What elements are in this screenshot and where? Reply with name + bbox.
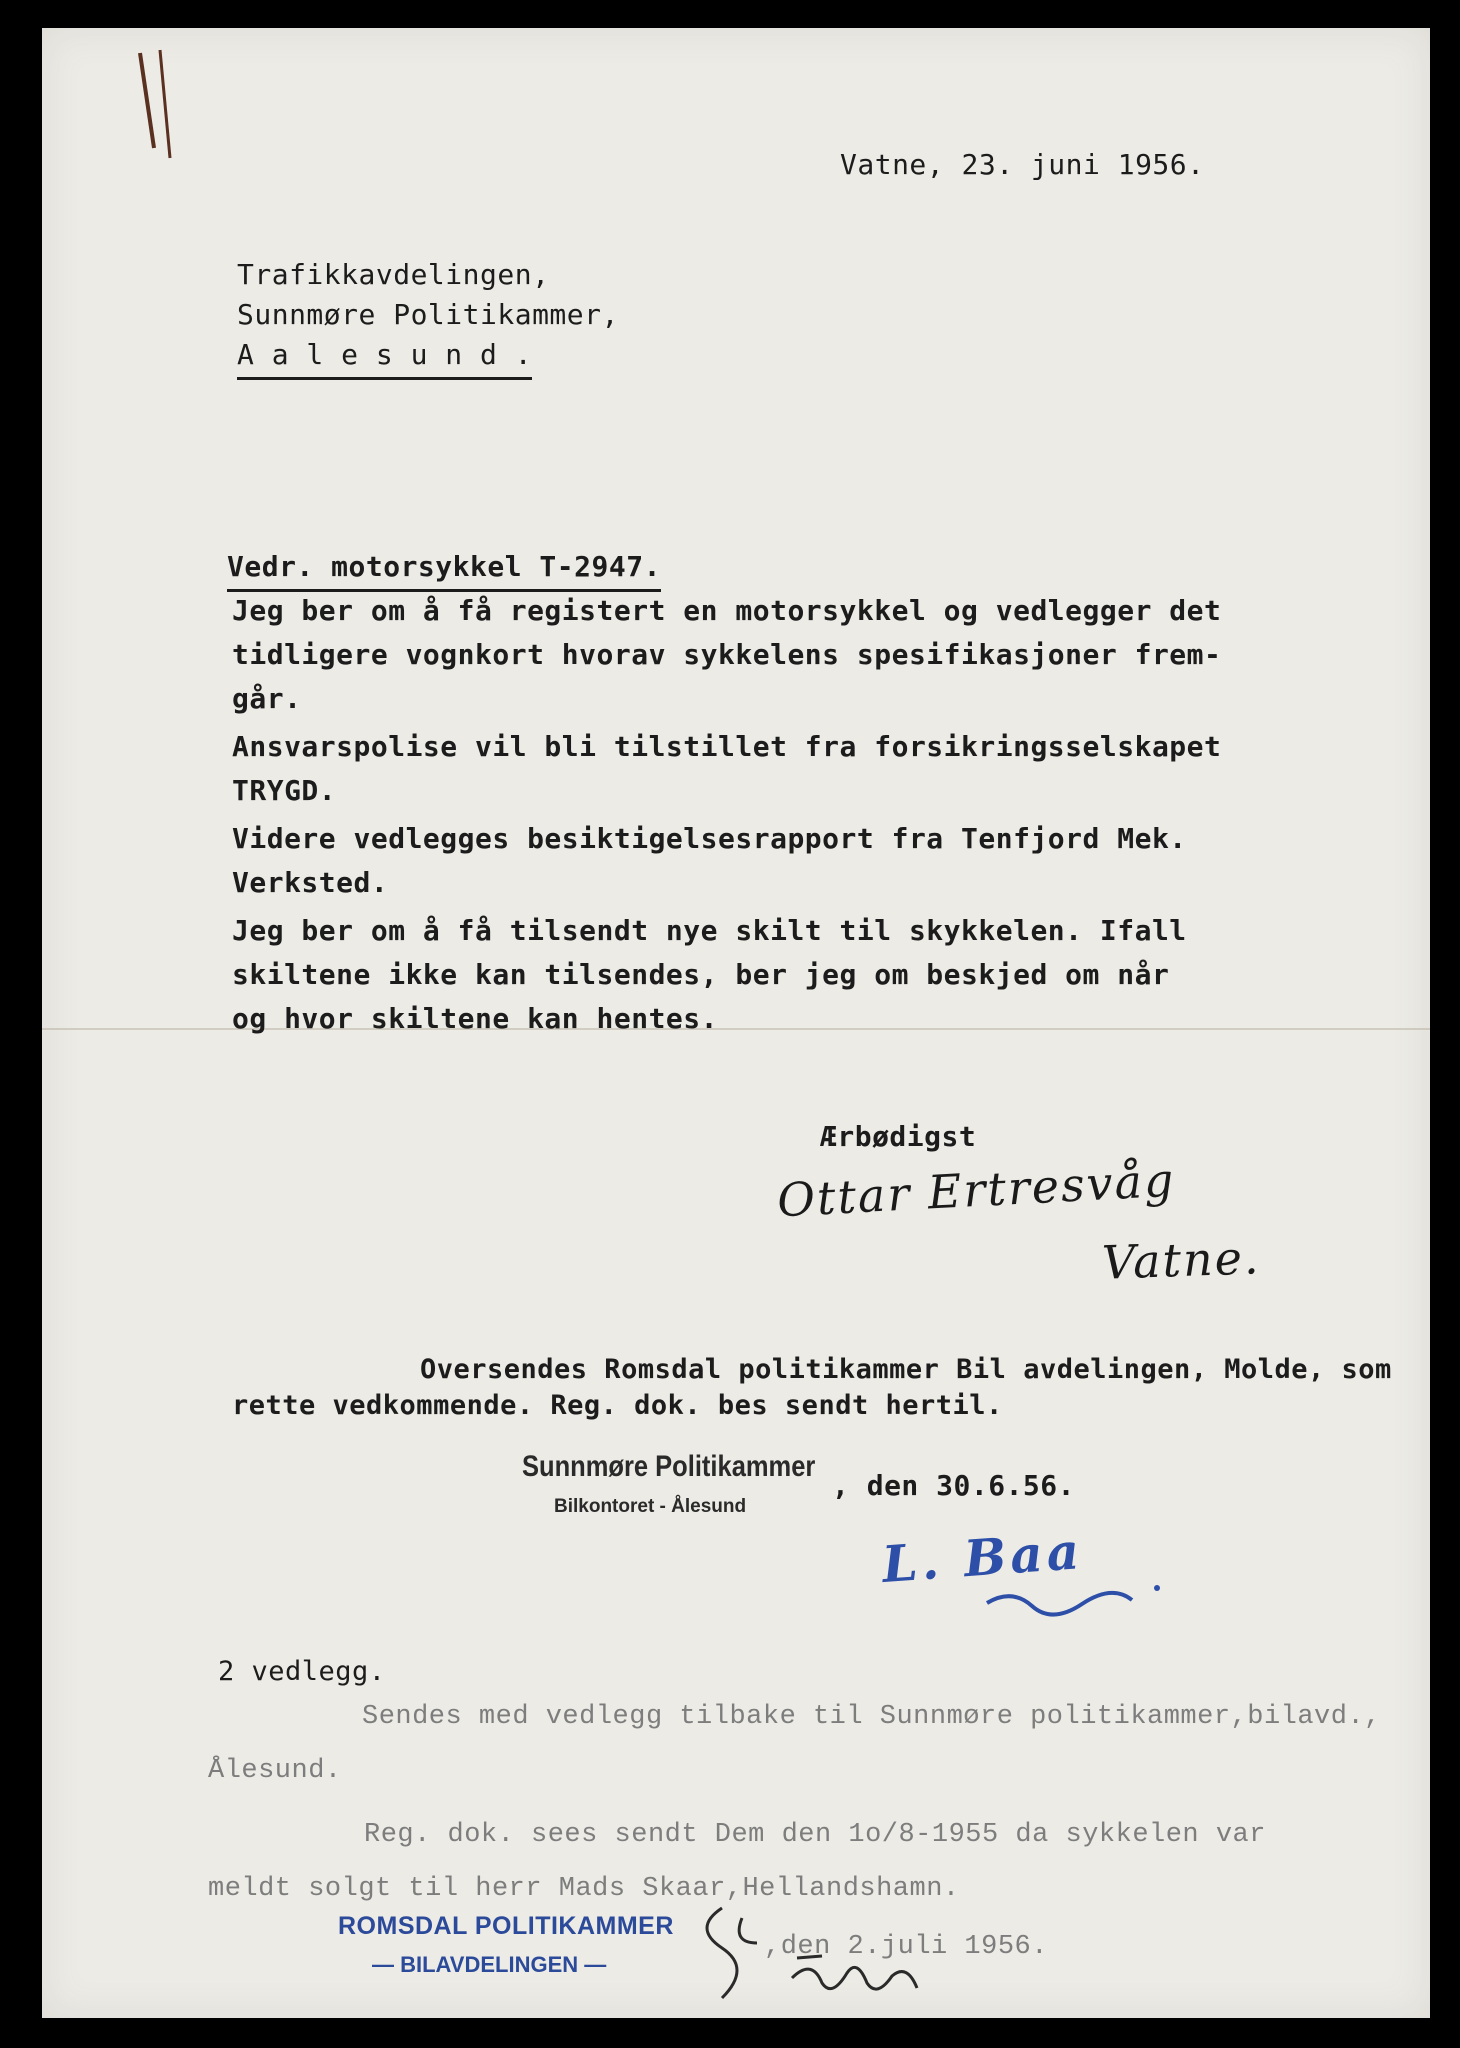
body-line-9: skiltene ikke kan tilsendes, ber jeg om beskjed om når [232, 958, 1170, 991]
endorsement-2-line-1: Sendes med vedlegg tilbake til Sunnmøre politikammer,bilavd., [362, 1702, 1381, 1732]
endorsement-1-date: , den 30.6.56. [832, 1469, 1076, 1502]
blue-pen-signature: L. Baa [880, 1521, 1085, 1594]
date-line: Vatne, 23. juni 1956. [840, 148, 1205, 181]
black-pen-signature [682, 1888, 942, 2018]
attachments-note: 2 vedlegg. [218, 1656, 386, 1687]
body-line-8: Jeg ber om å få tilsendt nye skilt til skykkelen. Ifall [232, 914, 1187, 947]
closing: Ærbødigst [820, 1120, 977, 1153]
body-line-1: Jeg ber om å få registert en motorsykkel og vedlegger det [232, 594, 1222, 627]
body-line-2: tidligere vognkort hvorav sykkelens spesifikasjoner frem- [232, 638, 1222, 671]
handwritten-signature-name: Ottar Ertresvåg [775, 1152, 1177, 1228]
document-page [42, 28, 1430, 2018]
body-line-3: går. [232, 682, 302, 715]
recipient-line-2: Sunnmøre Politikammer, [237, 298, 619, 331]
recipient-line-1: Trafikkavdelingen, [237, 258, 550, 291]
body-line-5: TRYGD. [232, 774, 337, 807]
romsdal-stamp-subtitle: — BILAVDELINGEN — [372, 1952, 607, 1977]
sunnmore-stamp-title: Sunnmøre Politikammer [522, 1450, 816, 1483]
body-line-10: og hvor skiltene kan hentes. [232, 1002, 719, 1035]
endorsement-2-line-2: Ålesund. [208, 1756, 342, 1786]
endorsement-1-line-2: rette vedkommende. Reg. dok. bes sendt hertil. [232, 1390, 1003, 1421]
handwritten-signature-place: Vatne. [1101, 1230, 1262, 1290]
subject-line: Vedr. motorsykkel T-2947. [227, 550, 661, 592]
body-line-4: Ansvarspolise vil bli tilstillet fra forsikringsselskapet [232, 730, 1222, 763]
pencil-marks [132, 48, 192, 168]
blue-pen-flourish [982, 1568, 1162, 1628]
romsdal-stamp-title: ROMSDAL POLITIKAMMER [338, 1912, 674, 1940]
body-line-6: Videre vedlegges besiktigelsesrapport fra Tenfjord Mek. [232, 822, 1187, 855]
endorsement-1-line-1: Oversendes Romsdal politikammer Bil avdelingen, Molde, som [420, 1354, 1392, 1385]
endorsement-2-date: ,den 2.juli 1956. [764, 1932, 1048, 1962]
body-line-7: Verksted. [232, 866, 389, 899]
endorsement-2-line-3: Reg. dok. sees sendt Dem den 1o/8-1955 da sykkelen var [364, 1820, 1266, 1850]
recipient-line-3: A a l e s u n d . [237, 338, 532, 380]
endorsement-2-line-4: meldt solgt til herr Mads Skaar,Hellandshamn. [208, 1874, 960, 1904]
sunnmore-stamp-subtitle: Bilkontoret - Ålesund [554, 1496, 747, 1517]
